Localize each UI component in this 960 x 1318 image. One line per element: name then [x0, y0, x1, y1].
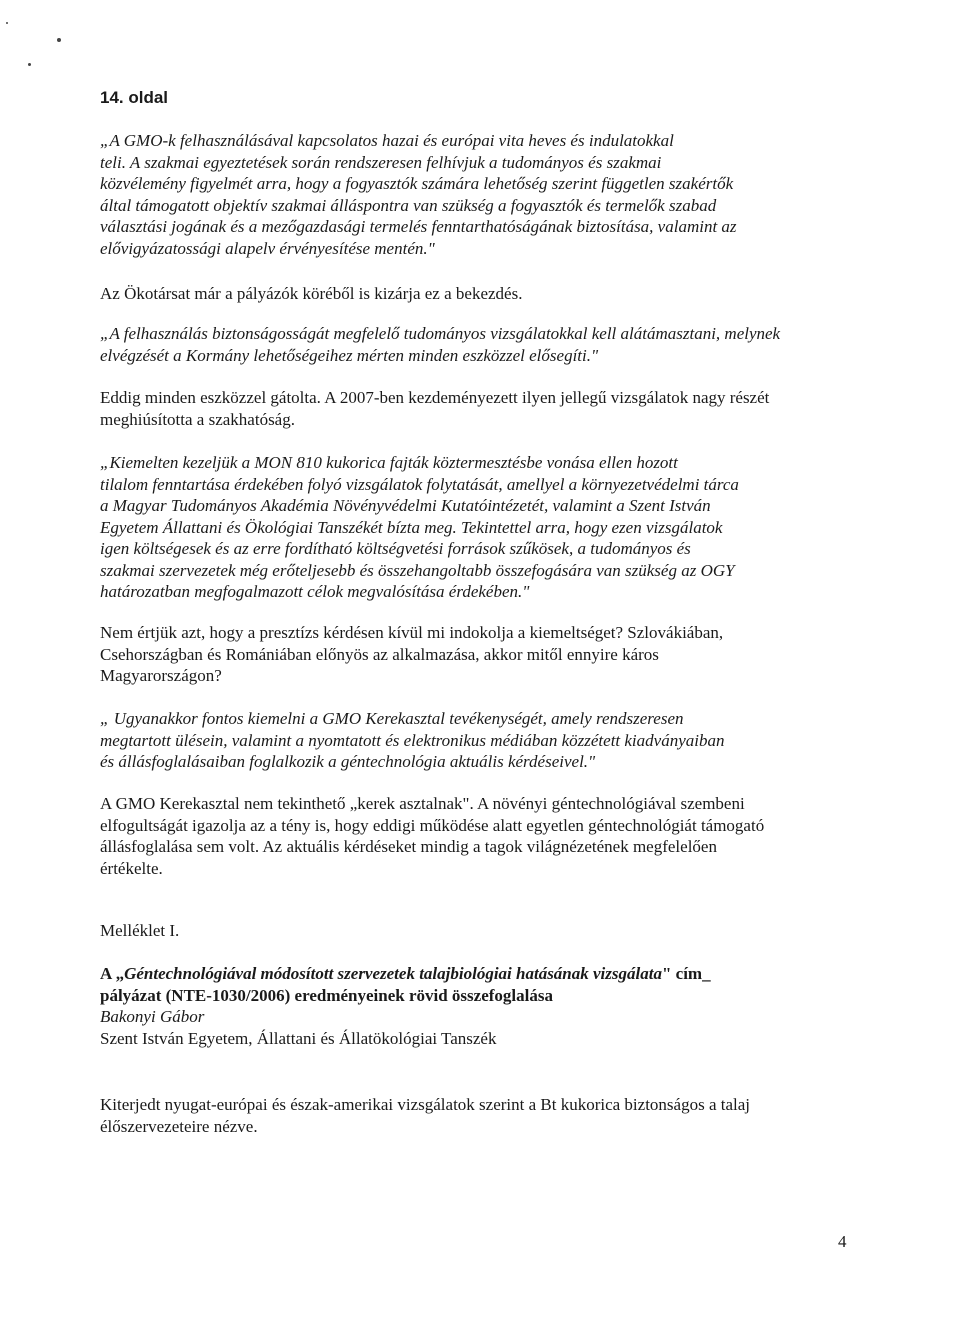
comment-paragraph	[100, 387, 852, 430]
page-heading: 14. oldal	[100, 88, 169, 107]
quote-line: és állásfoglalásaiban foglalkozik a géntechnológia aktuális kérdéseivel."	[100, 752, 596, 771]
comment-line: Az Ökotársat már a pályázók köréből is kizárja ez a bekezdés.	[100, 284, 523, 303]
annex-author: Bakonyi Gábor	[100, 1007, 205, 1026]
quote-line: közvélemény figyelmét arra, hogy a fogyasztók számára lehetőség szerint független szakértők	[100, 174, 734, 193]
quote-line: a Magyar Tudományos Akadémia Növényvédelmi Kutatóintézetét, valamint a Szent István	[100, 496, 711, 515]
annex-title-italic: Géntechnológiával módosított szervezetek talajbiológiai hatásának vizsgálata	[124, 964, 662, 983]
quote-line: igen költségesek és az erre fordítható költségvetési források szűkösek, a tudományos és	[100, 539, 691, 558]
annex-affiliation: Szent István Egyetem, Állattani és Állatökológiai Tanszék	[100, 1028, 497, 1048]
comment-line: meghiúsította a szakhatóság.	[100, 409, 295, 429]
comment-line: állásfoglalása sem volt. Az aktuális kérdéseket mindig a tagok világnézetének megfelelően	[100, 837, 717, 856]
quote-line: „A GMO-k felhasználásával kapcsolatos hazai és európai vita heves és indulatokkal	[100, 131, 674, 150]
quote-line: megtartott ülésein, valamint a nyomtatott és elektronikus médiában közzétett kiadványaiban	[100, 730, 725, 750]
quote-line: tilalom fenntartása érdekében folyó vizsgálatok folytatását, amellyel a környezetvédelmi tárca	[100, 474, 739, 494]
comment-line: A GMO Kerekasztal nem tekinthető „kerek asztalnak". A növényi géntechnológiával szembeni	[100, 794, 745, 813]
quote-line: elvégzését a Kormány lehetőségeihez mérten minden eszközzel elősegíti."	[100, 345, 599, 365]
comment-line: Csehországban és Romániában előnyös az alkalmazása, akkor mitől ennyire káros	[100, 644, 659, 664]
final-paragraph	[100, 1094, 852, 1137]
annex-title-block	[100, 963, 852, 1049]
annex-title-line2: pályázat (NTE-1030/2006) eredményeinek rövid összefoglalása	[100, 985, 553, 1005]
quote-line: által támogatott objektív szakmai álláspontra van szükség a fogyasztók és termelők szabad	[100, 195, 717, 215]
comment-line: elfogultságát igazolja az a tény is, hogy eddigi működése alatt egyetlen géntechnológiát támogató	[100, 815, 765, 835]
quote-line: határozatban megfogalmazott célok megvalósítása érdekében."	[100, 582, 530, 601]
comment-line: Kiterjedt nyugat-európai és észak-amerikai vizsgálatok szerint a Bt kukorica biztonságos a talaj	[100, 1095, 751, 1114]
annex-label: Melléklet I.	[100, 921, 180, 940]
quote-line: Egyetem Állattani és Ökológiai Tanszékét bízta meg. Tekintettel arra, hogy ezen vizsgálatok	[100, 517, 723, 537]
comment-line: Eddig minden eszközzel gátolta. A 2007-ben kezdeményezett ilyen jellegű vizsgálatok nagy részét	[100, 388, 770, 407]
comment-line: Nem értjük azt, hogy a presztízs kérdésen kívül mi indokolja a kiemeltséget? Szlovákiában,	[100, 623, 724, 642]
quote-line: választási jogának és a mezőgazdasági termelés fenntarthatóságának biztosítása, valamint az	[100, 217, 737, 236]
quote-line: szakmai szervezetek még erőteljesebb és összehangoltabb összefogására van szükség az OGY	[100, 560, 735, 580]
quote-line: teli. A szakmai egyeztetések során rendszeresen felhívjuk a tudományos és szakmai	[100, 152, 662, 172]
quote-gmo-debate	[100, 130, 852, 259]
quote-gmo-roundtable	[100, 708, 852, 773]
comment-line: értékelte.	[100, 858, 163, 878]
quote-line: „Kiemelten kezeljük a MON 810 kukorica fajták köztermesztésbe vonása ellen hozott	[100, 453, 678, 472]
quote-mon810	[100, 452, 852, 603]
comment-paragraph	[100, 622, 852, 687]
comment-line: élőszervezeteire nézve.	[100, 1116, 258, 1136]
comment-paragraph	[100, 793, 852, 879]
quote-safety	[100, 323, 852, 366]
annex-title: A „Géntechnológiával módosított szervezetek talajbiológiai hatásának vizsgálata" cím_	[100, 964, 711, 983]
scan-speck	[6, 22, 8, 24]
quote-line: elővigyázatossági alapelv érvényesítése mentén."	[100, 238, 435, 258]
page-number: 4	[838, 1232, 847, 1251]
comment-paragraph	[100, 283, 852, 305]
quote-line: „ Ugyanakkor fontos kiemelni a GMO Kerekasztal tevékenységét, amely rendszeresen	[100, 709, 684, 728]
comment-line: Magyarországon?	[100, 666, 222, 685]
scan-speck	[57, 38, 61, 42]
scan-speck	[28, 63, 31, 66]
quote-line: „A felhasználás biztonságosságát megfelelő tudományos vizsgálatokkal kell alátámasztani, melynek	[100, 324, 781, 343]
